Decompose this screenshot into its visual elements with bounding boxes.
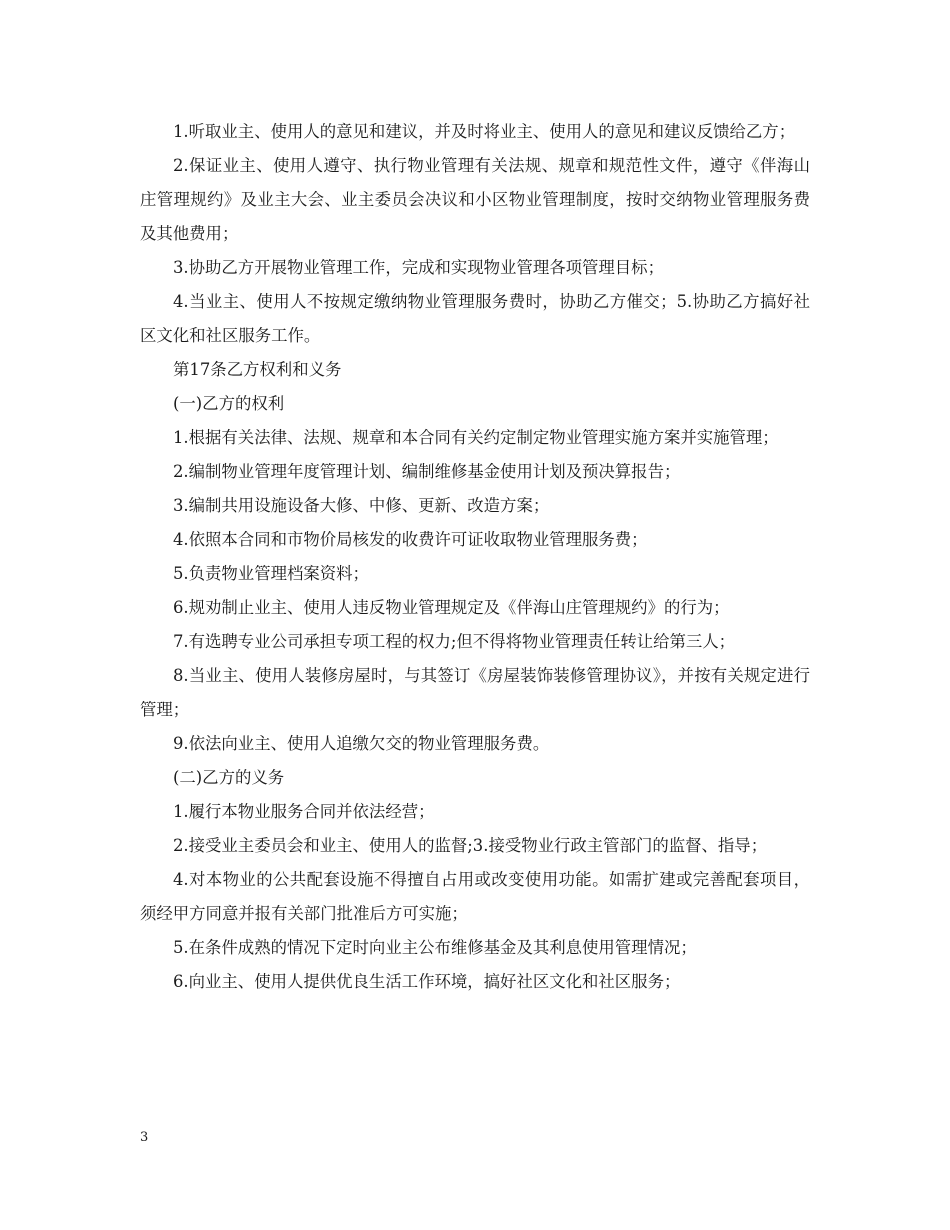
paragraph: 2.接受业主委员会和业主、使用人的监督;3.接受物业行政主管部门的监督、指导； xyxy=(173,836,768,855)
paragraph: 2.保证业主、使用人遵守、执行物业管理有关法规、规章和规范性文件，遵守《伴海山庄管理规约》及业主大会、业主委员会决议和小区物业管理制度，按时交纳物业管理服务费及其他费用； xyxy=(140,156,810,243)
page-number: 3 xyxy=(140,1130,149,1145)
paragraph: 7.有选聘专业公司承担专项工程的权力;但不得将物业管理责任转让给第三人； xyxy=(173,632,736,651)
section-heading: 第17条乙方权利和义务 xyxy=(173,360,342,379)
paragraph: 5.负责物业管理档案资料； xyxy=(173,564,369,583)
subsection-heading: (一)乙方的权利 xyxy=(173,394,285,413)
subsection-heading: (二)乙方的义务 xyxy=(173,768,285,787)
paragraph: 2.编制物业管理年度管理计划、编制维修基金使用计划及预决算报告； xyxy=(173,462,681,481)
paragraph: 1.根据有关法律、法规、规章和本合同有关约定制定物业管理实施方案并实施管理； xyxy=(173,428,779,447)
paragraph: 6.规劝制止业主、使用人违反物业管理规定及《伴海山庄管理规约》的行为； xyxy=(173,598,730,617)
paragraph: 4.依照本合同和市物价局核发的收费许可证收取物业管理服务费； xyxy=(173,530,648,549)
paragraph: 3.协助乙方开展物业管理工作，完成和实现物业管理各项管理目标； xyxy=(173,258,664,277)
paragraph: 4.对本物业的公共配套设施不得擅自占用或改变使用功能。如需扩建或完善配套项目，须经甲方同意并报有关部门批准后方可实施； xyxy=(140,870,810,923)
paragraph: 6.向业主、使用人提供优良生活工作环境，搞好社区文化和社区服务； xyxy=(173,972,681,991)
paragraph: 5.在条件成熟的情况下定时向业主公布维修基金及其利息使用管理情况； xyxy=(173,938,697,957)
paragraph: 1.履行本物业服务合同并依法经营； xyxy=(173,802,435,821)
paragraph: 4.当业主、使用人不按规定缴纳物业管理服务费时，协助乙方催交；5.协助乙方搞好社区文化和社区服务工作。 xyxy=(140,292,810,345)
document-body xyxy=(140,115,810,999)
paragraph: 1.听取业主、使用人的意见和建议，并及时将业主、使用人的意见和建议反馈给乙方； xyxy=(173,122,796,141)
paragraph: 8.当业主、使用人装修房屋时，与其签订《房屋装饰装修管理协议》，并按有关规定进行管理； xyxy=(140,666,810,719)
paragraph: 3.编制共用设施设备大修、中修、更新、改造方案； xyxy=(173,496,550,515)
paragraph: 9.依法向业主、使用人追缴欠交的物业管理服务费。 xyxy=(173,734,550,753)
